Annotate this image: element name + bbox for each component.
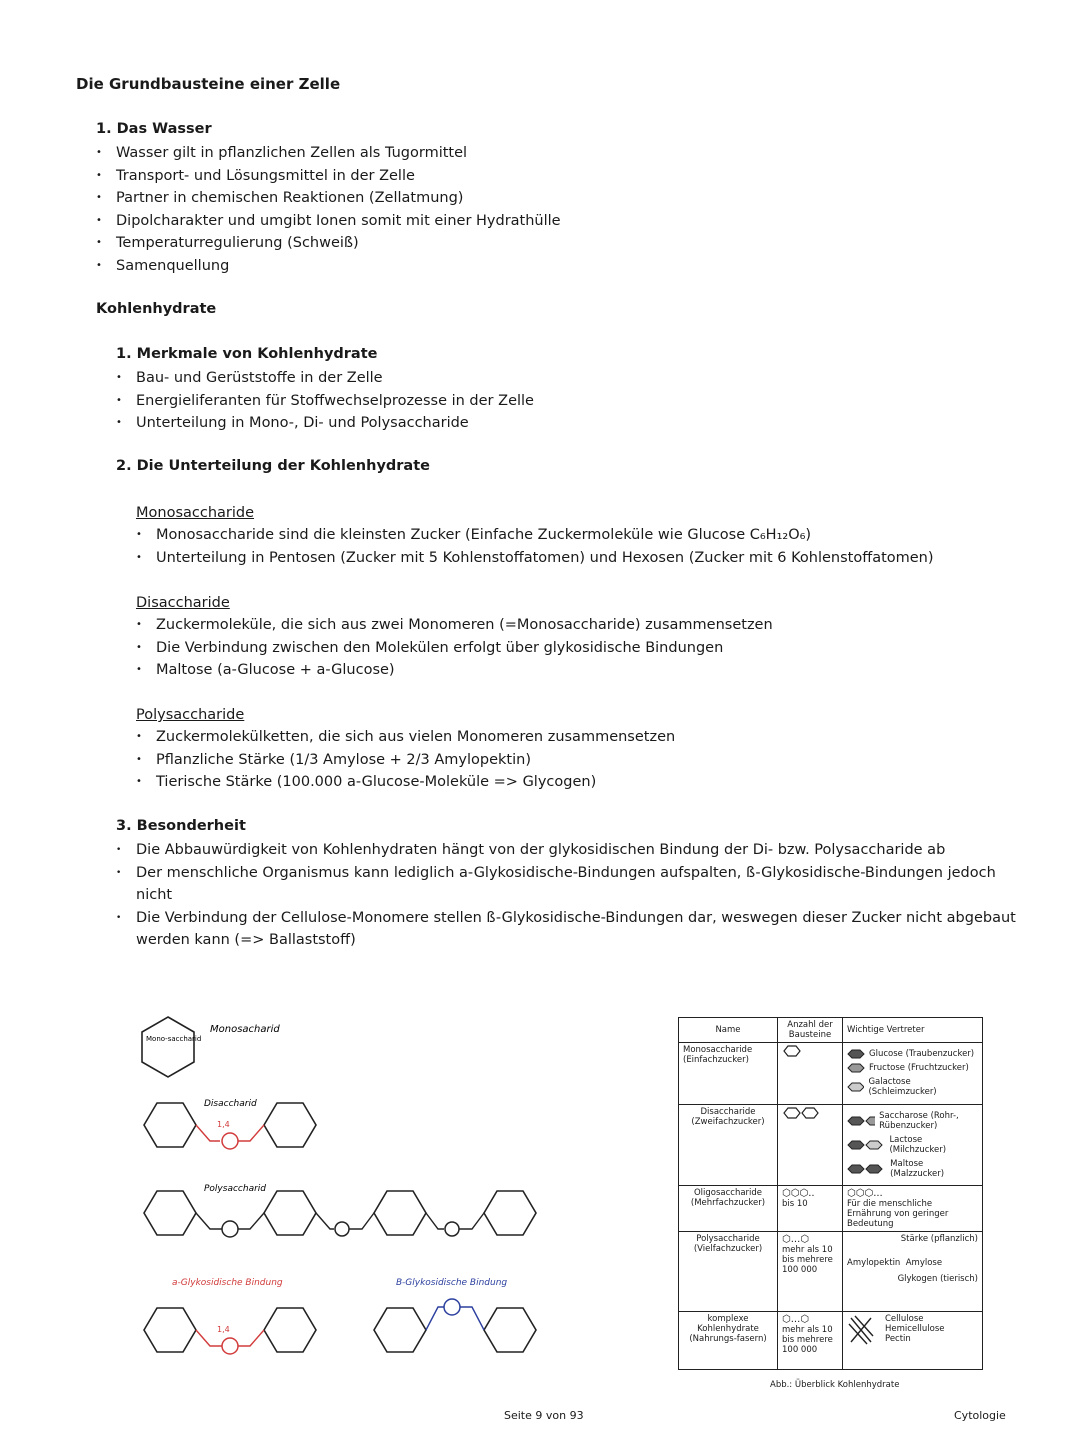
table-row (679, 1186, 983, 1232)
hexagon-icon (847, 1082, 864, 1092)
cell-examples (843, 1312, 983, 1370)
chain-icon: ⬡⬡⬡... (847, 1188, 883, 1199)
list-item: Galactose (Schleimzucker) (847, 1077, 978, 1097)
list-item: • Maltose (a-Glucose + a-Glucose) (136, 659, 773, 682)
list-item: • Zuckermolekülketten, die sich aus vielen Monomeren zusammensetzen (136, 726, 675, 749)
cell-name: Oligosaccharide (Mehrfachzucker) (679, 1186, 778, 1232)
di-label: Disaccharid (204, 1099, 257, 1109)
alpha-hexagon-2 (264, 1308, 316, 1352)
saccharide-sketch (120, 1005, 560, 1365)
water-list (96, 142, 561, 277)
unterteilung-heading: 2. Die Unterteilung der Kohlenhydrate (116, 458, 430, 474)
footer-section: Cytologie (954, 1409, 1006, 1422)
merkmale-list (116, 367, 534, 435)
two-hexagons-icon (847, 1116, 875, 1126)
list-item: • Partner in chemischen Reaktionen (Zellatmung) (96, 187, 561, 210)
list-item-continuation: nicht (136, 887, 173, 903)
starch-label: Stärke (pflanzlich) (900, 1234, 978, 1244)
besonderheit-heading: 3. Besonderheit (116, 818, 246, 834)
header-count: Anzahl der Bausteine (778, 1018, 843, 1043)
cell-examples: ⬡⬡⬡... Für die menschliche Ernährung von geringer Bedeutung (843, 1186, 983, 1232)
list-item: Fructose (Fruchtzucker) (847, 1063, 978, 1073)
alpha-oxygen (222, 1338, 238, 1354)
cell-examples (843, 1105, 983, 1186)
alpha-hexagon-1 (144, 1308, 196, 1352)
list-item: • Temperaturregulierung (Schweiß) (96, 232, 561, 255)
list-item: • Pflanzliche Stärke (1/3 Amylose + 2/3 Amylopektin) (136, 749, 675, 772)
chain-icon: ⬡⬡⬡.. (782, 1188, 815, 1199)
list-item: • Die Verbindung der Cellulose-Monomere stellen ß-Glykosidische-Bindungen dar, weswegen dieser Zucker nicht abgebaut (116, 909, 1016, 926)
alpha-bond-label: a-Glykosidische Bindung (172, 1278, 283, 1288)
cell-examples (843, 1043, 983, 1105)
cell-name: komplexe Kohlenhydrate (Nahrungs-fasern) (679, 1312, 778, 1370)
alpha-bond-position: 1,4 (217, 1325, 230, 1334)
hexagon-icon (782, 1045, 802, 1057)
cell-examples (843, 1232, 983, 1312)
two-hexagons-icon (847, 1140, 885, 1150)
cell-count (778, 1105, 843, 1186)
document-title: Die Grundbausteine einer Zelle (76, 75, 341, 93)
table-row (679, 1312, 983, 1370)
beta-oxygen (444, 1299, 460, 1315)
fiber-examples (847, 1314, 978, 1346)
list-item: Lactose (Milchzucker) (847, 1135, 978, 1155)
water-heading: 1. Das Wasser (96, 121, 212, 137)
list-item: Maltose (Malzzucker) (847, 1159, 978, 1179)
list-item: • Monosaccharide sind die kleinsten Zucker (Einfache Zuckermoleküle wie Glucose C₆H₁₂O₆) (136, 524, 934, 547)
header-examples: Wichtige Vertreter (843, 1018, 983, 1043)
carbohydrate-overview-table (678, 1017, 983, 1370)
hexagon-icon (847, 1063, 865, 1073)
header-name: Name (679, 1018, 778, 1043)
list-item: • Samenquellung (96, 255, 561, 278)
cell-count: ⬡...⬡ mehr als 10 bis mehrere 100 000 (778, 1232, 843, 1312)
two-hexagons-icon (847, 1164, 886, 1174)
poly-hexagon-3 (374, 1191, 426, 1235)
fiber-strands-icon (847, 1314, 875, 1346)
mono-label: Monosacharid (210, 1024, 280, 1035)
list-item: Pectin (885, 1334, 911, 1344)
list-item: • Unterteilung in Pentosen (Zucker mit 5 Kohlenstoffatomen) und Hexosen (Zucker mit 6 Kohlenstoffatomen) (136, 547, 934, 570)
beta-hexagon-1 (374, 1308, 426, 1352)
di-hexagon-2 (264, 1103, 316, 1147)
poly-hexagon-2 (264, 1191, 316, 1235)
list-item: • Unterteilung in Mono-, Di- und Polysaccharide (116, 412, 534, 435)
mono-inner-label: Mono-saccharid (146, 1035, 202, 1043)
poly-heading: Polysaccharide (136, 707, 245, 723)
chain-icon: ⬡...⬡ (782, 1234, 809, 1245)
poly-list (136, 726, 675, 794)
cell-count (778, 1043, 843, 1105)
list-item: • Transport- und Lösungsmittel in der Zelle (96, 165, 561, 188)
mono-hexagon (142, 1017, 194, 1077)
chain-icon: ⬡...⬡ (782, 1314, 809, 1325)
list-item: • Tierische Stärke (100.000 a-Glucose-Moleküle => Glycogen) (136, 771, 675, 794)
list-item: • Energieliferanten für Stoffwechselprozesse in der Zelle (116, 390, 534, 413)
list-item: • Die Verbindung zwischen den Molekülen erfolgt über glykosidische Bindungen (136, 637, 773, 660)
page-number: Seite 9 von 93 (504, 1409, 584, 1422)
di-bond-label: 1,4 (217, 1120, 230, 1129)
cell-name: Monosaccharide (Einfachzucker) (679, 1043, 778, 1105)
beta-hexagon-2 (484, 1308, 536, 1352)
mono-heading: Monosaccharide (136, 505, 255, 521)
poly-label: Polysaccharid (204, 1184, 266, 1194)
table-row (679, 1043, 983, 1105)
cell-count: ⬡⬡⬡.. bis 10 (778, 1186, 843, 1232)
table-caption: Abb.: Überblick Kohlenhydrate (770, 1380, 900, 1390)
list-item: • Die Abbauwürdigkeit von Kohlenhydraten hängt von der glykosidischen Bindung der Di- bzw. Polysaccharide ab (116, 842, 946, 858)
two-hexagons-icon (782, 1107, 822, 1119)
glykogen-label: Glykogen (tierisch) (897, 1274, 978, 1284)
table-row (679, 1232, 983, 1312)
merkmale-heading: 1. Merkmale von Kohlenhydrate (116, 346, 378, 362)
list-item: • Wasser gilt in pflanzlichen Zellen als Tugormittel (96, 142, 561, 165)
list-item: • Dipolcharakter und umgibt Ionen somit mit einer Hydrathülle (96, 210, 561, 233)
cell-count: ⬡...⬡ mehr als 10 bis mehrere 100 000 (778, 1312, 843, 1370)
starch-types: Amylopektin Amylose (847, 1258, 943, 1268)
beta-bond-label: B-Glykosidische Bindung (396, 1278, 508, 1288)
list-item: Saccharose (Rohr-, Rübenzucker) (847, 1111, 978, 1131)
section-heading-kohlenhydrate: Kohlenhydrate (96, 301, 217, 317)
list-item: • Bau- und Gerüststoffe in der Zelle (116, 367, 534, 390)
table-row (679, 1105, 983, 1186)
list-item: • Der menschliche Organismus kann lediglich a-Glykosidische-Bindungen aufspalten, ß-Glykosidische-Bindungen jedoch (116, 864, 996, 881)
di-list (136, 614, 773, 682)
poly-hexagon-4 (484, 1191, 536, 1235)
cell-name: Disaccharide (Zweifachzucker) (679, 1105, 778, 1186)
hexagon-icon (847, 1049, 865, 1059)
mono-list (136, 524, 934, 569)
besonderheit-list (116, 839, 1016, 952)
di-hexagon-1 (144, 1103, 196, 1147)
di-heading: Disaccharide (136, 595, 230, 611)
di-oxygen (222, 1133, 238, 1149)
cell-name: Polysaccharide (Vielfachzucker) (679, 1232, 778, 1312)
list-item: Glucose (Traubenzucker) (847, 1049, 978, 1059)
poly-hexagon-1 (144, 1191, 196, 1235)
list-item: Cellulose (885, 1314, 924, 1324)
list-item-continuation: werden kann (=> Ballaststoff) (136, 932, 356, 948)
list-item: • Zuckermoleküle, die sich aus zwei Monomeren (=Monosaccharide) zusammensetzen (136, 614, 773, 637)
list-item: Hemicellulose (885, 1324, 945, 1334)
table-header-row (679, 1018, 983, 1043)
